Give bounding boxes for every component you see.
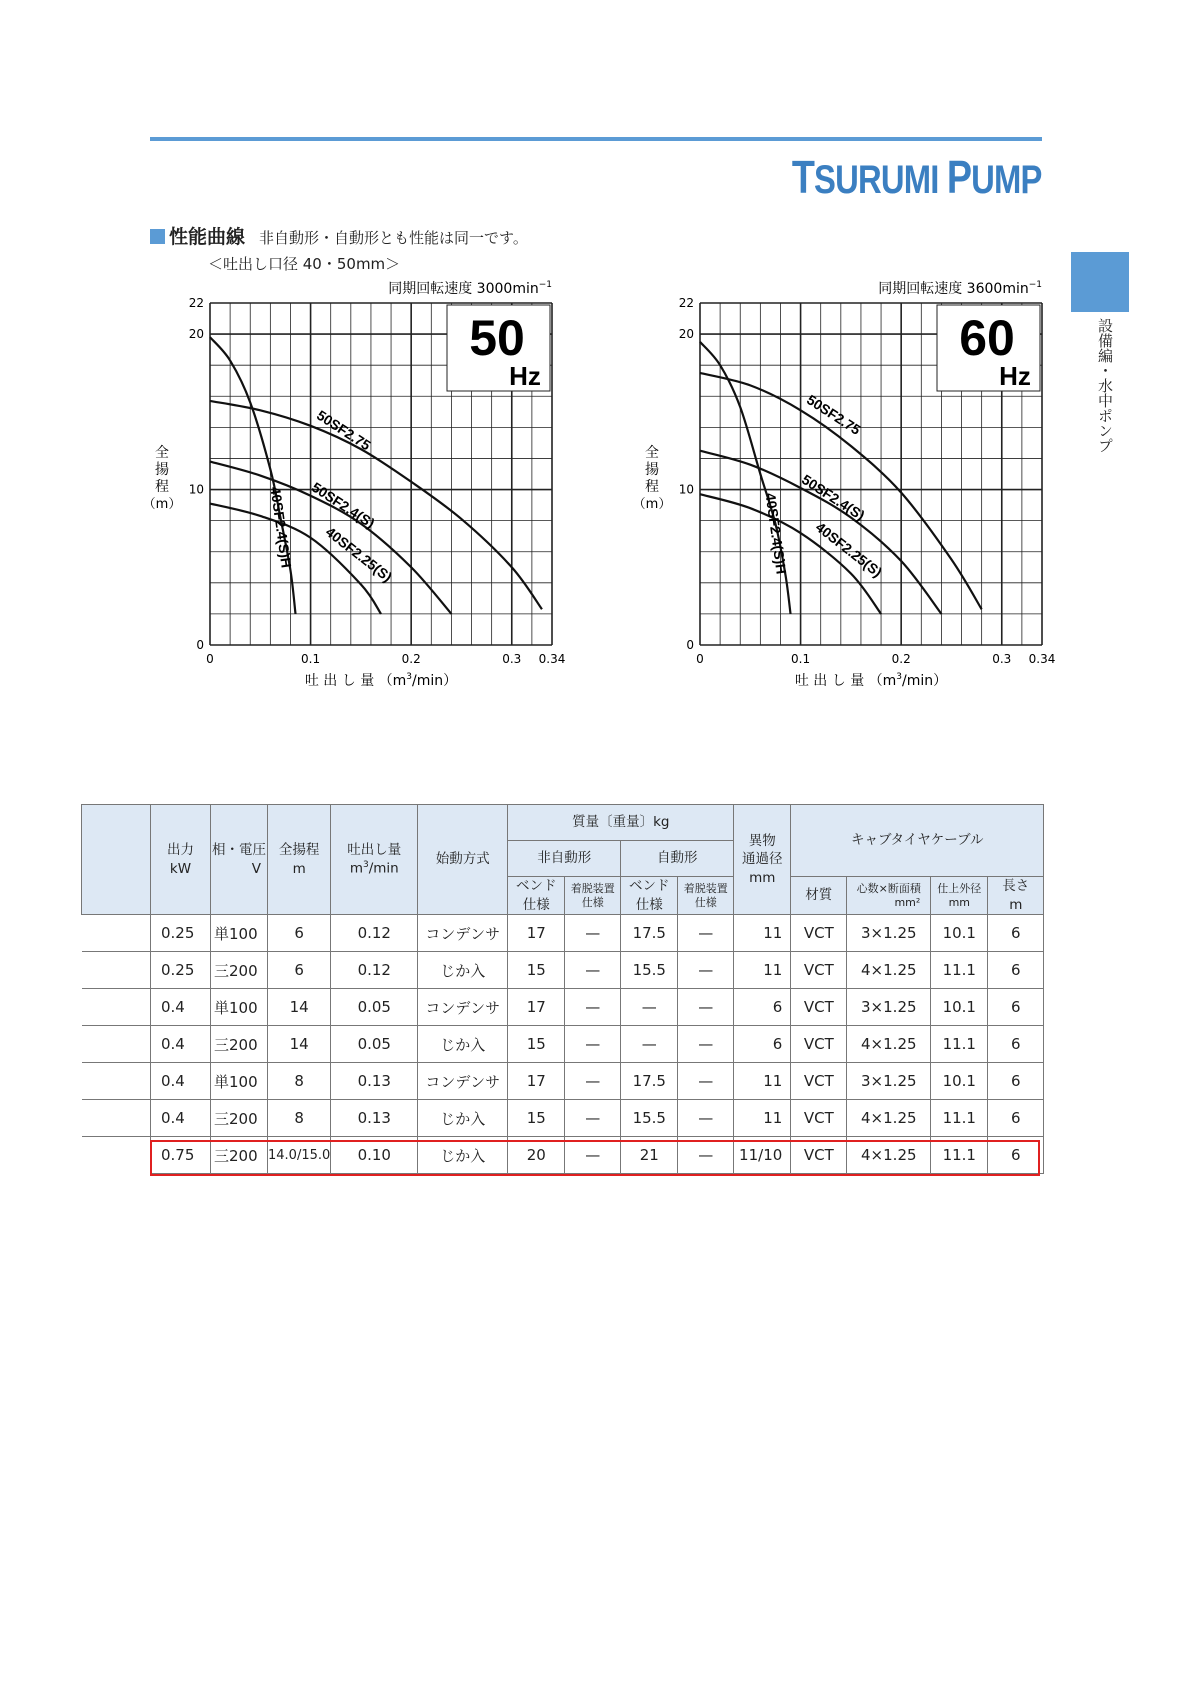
- x-tick-label: 0.3: [992, 652, 1012, 666]
- cell-head: 14: [268, 989, 331, 1026]
- cell-pv: 三200: [211, 1100, 268, 1137]
- performance-chart-60hz: [630, 275, 1090, 695]
- cell-head: 8: [268, 1063, 331, 1100]
- cell-start: じか入: [418, 1026, 508, 1063]
- th-output: 出力 kW: [151, 805, 211, 915]
- cell-head: 14: [268, 1026, 331, 1063]
- cell-cores: 3×1.25: [847, 915, 931, 952]
- th-cores: 心数×断面積 mm²: [847, 877, 931, 915]
- th-na-detach: 着脱装置 仕様: [565, 877, 621, 915]
- header-rule: [150, 137, 1042, 141]
- cell-cores: 3×1.25: [847, 989, 931, 1026]
- th-head: 全揚程 m: [268, 805, 331, 915]
- cell-mat: VCT: [791, 1137, 847, 1174]
- cell-a-det: —: [678, 1063, 734, 1100]
- th-foreign: 異物 通過径 mm: [734, 805, 791, 915]
- cell-od: 10.1: [931, 989, 988, 1026]
- cell-a-bend: 15.5: [621, 1100, 678, 1137]
- cell-mat: VCT: [791, 915, 847, 952]
- cell-start: コンデンサ: [418, 915, 508, 952]
- x-tick-label: 0.34: [1028, 652, 1056, 666]
- cell-na-det: —: [565, 1100, 621, 1137]
- cell-a-bend: —: [621, 989, 678, 1026]
- blank-header: [82, 805, 151, 915]
- cell-mat: VCT: [791, 1100, 847, 1137]
- series-label: 40SF2.4(S)H: [267, 485, 295, 569]
- cell-na-bend: 17: [508, 1063, 565, 1100]
- cell-od: 11.1: [931, 1100, 988, 1137]
- cell-q: 0.05: [331, 1026, 418, 1063]
- th-start: 始動方式: [418, 805, 508, 915]
- cell-q: 0.12: [331, 952, 418, 989]
- cell-kw: 0.4: [151, 989, 211, 1026]
- cell-foreign: 11: [734, 1100, 791, 1137]
- cell-na-det: —: [565, 915, 621, 952]
- cell-pv: 単100: [211, 989, 268, 1026]
- table-row: [82, 1100, 1044, 1137]
- x-axis-label: 吐 出 し 量 $(m^3/\min)$: [794, 672, 948, 689]
- cell-len: 6: [988, 1100, 1044, 1137]
- cell-kw: 0.25: [151, 952, 211, 989]
- cell-pv: 単100: [211, 915, 268, 952]
- th-cable: キャブタイヤケーブル: [791, 805, 1044, 877]
- cell-start: じか入: [418, 1100, 508, 1137]
- x-tick-label: 0.3: [502, 652, 522, 666]
- th-material: 材質: [791, 877, 847, 915]
- y-tick-label: 22: [188, 296, 204, 310]
- cell-pv: 三200: [211, 952, 268, 989]
- freq-label: 50: [469, 310, 525, 366]
- x-tick-label: 0.1: [301, 652, 321, 666]
- th-mass: 質量〔重量〕kg: [508, 805, 734, 841]
- cell-cores: 4×1.25: [847, 1137, 931, 1174]
- cell-q: 0.13: [331, 1100, 418, 1137]
- hz-label: Hz: [509, 361, 541, 391]
- cell-na-bend: 17: [508, 915, 565, 952]
- square-bullet-icon: [150, 229, 165, 244]
- cell-kw: 0.4: [151, 1100, 211, 1137]
- cell-na-det: —: [565, 952, 621, 989]
- cell-na-det: —: [565, 1063, 621, 1100]
- x-tick-label: 0.2: [401, 652, 421, 666]
- cell-head: 6: [268, 915, 331, 952]
- th-outer: 仕上外径 mm: [931, 877, 988, 915]
- performance-chart-50hz: [140, 275, 600, 695]
- cell-cores: 3×1.25: [847, 1063, 931, 1100]
- section-subtitle: ＜吐出し口径 40・50mm＞: [208, 255, 401, 273]
- speed-label: 同期回転速度 $3000\min^{-1}$: [388, 280, 552, 297]
- cell-len: 6: [988, 1137, 1044, 1174]
- cell-na-bend: 15: [508, 1026, 565, 1063]
- table-row: [82, 989, 1044, 1026]
- cell-od: 10.1: [931, 915, 988, 952]
- series-label: 40SF2.25(S): [812, 518, 886, 581]
- cell-a-bend: 17.5: [621, 1063, 678, 1100]
- cell-foreign: 11/10: [734, 1137, 791, 1174]
- cell-a-det: —: [678, 1026, 734, 1063]
- row-blank-cell: [82, 1026, 151, 1063]
- cell-mat: VCT: [791, 1026, 847, 1063]
- cell-start: じか入: [418, 1137, 508, 1174]
- y-tick-label: 0: [196, 638, 204, 652]
- x-tick-label: 0: [696, 652, 704, 666]
- cell-kw: 0.4: [151, 1026, 211, 1063]
- th-non-auto: 非自動形: [508, 841, 621, 877]
- cell-a-det: —: [678, 1100, 734, 1137]
- cell-head: 6: [268, 952, 331, 989]
- cell-q: 0.13: [331, 1063, 418, 1100]
- cell-foreign: 11: [734, 952, 791, 989]
- cell-start: コンデンサ: [418, 989, 508, 1026]
- cell-len: 6: [988, 1063, 1044, 1100]
- x-tick-label: 0: [206, 652, 214, 666]
- cell-head: 8: [268, 1100, 331, 1137]
- series-label: 50SF2.75: [803, 391, 864, 438]
- y-tick-label: 10: [678, 482, 694, 497]
- cell-a-det: —: [678, 915, 734, 952]
- series-label: 50SF2.4(S): [308, 478, 378, 532]
- y-axis-label-char: 全: [645, 444, 659, 461]
- table-row: [82, 952, 1044, 989]
- th-discharge: 吐出し量 $m^3/\min$: [331, 805, 418, 915]
- cell-kw: 0.75: [151, 1137, 211, 1174]
- x-tick-label: 0.34: [538, 652, 566, 666]
- row-blank-cell: [82, 1137, 151, 1174]
- y-axis-unit: （m）: [142, 496, 182, 512]
- cell-na-det: —: [565, 1137, 621, 1174]
- cell-q: 0.05: [331, 989, 418, 1026]
- y-tick-label: 0: [686, 638, 694, 652]
- hz-label: Hz: [999, 361, 1031, 391]
- cell-na-bend: 17: [508, 989, 565, 1026]
- cell-foreign: 11: [734, 915, 791, 952]
- cell-cores: 4×1.25: [847, 1026, 931, 1063]
- th-a-bend: ベンド 仕様: [621, 877, 678, 915]
- cell-na-det: —: [565, 1026, 621, 1063]
- cell-a-det: —: [678, 1137, 734, 1174]
- cell-len: 6: [988, 915, 1044, 952]
- cell-od: 11.1: [931, 952, 988, 989]
- row-blank-cell: [82, 1100, 151, 1137]
- cell-a-bend: 21: [621, 1137, 678, 1174]
- section-title: 性能曲線 非自動形・自動形とも性能は同一です。: [150, 222, 528, 249]
- cell-pv: 単100: [211, 1063, 268, 1100]
- row-blank-cell: [82, 952, 151, 989]
- cell-cores: 4×1.25: [847, 952, 931, 989]
- row-blank-cell: [82, 1063, 151, 1100]
- cell-foreign: 6: [734, 1026, 791, 1063]
- x-tick-label: 0.2: [891, 652, 911, 666]
- freq-label: 60: [959, 310, 1015, 366]
- y-axis-label-char: 程: [155, 478, 169, 495]
- table-row: [82, 1063, 1044, 1100]
- brand-logo: TSURUMI PUMP: [792, 151, 1042, 203]
- spec-table: [81, 804, 1044, 1174]
- cell-mat: VCT: [791, 1063, 847, 1100]
- cell-pv: 三200: [211, 1137, 268, 1174]
- y-tick-label: 20: [188, 327, 204, 342]
- y-tick-label: 22: [678, 296, 694, 310]
- cell-mat: VCT: [791, 989, 847, 1026]
- table-row: [82, 1137, 1044, 1174]
- y-tick-label: 10: [188, 482, 204, 497]
- speed-label: 同期回転速度 $3600\min^{-1}$: [878, 280, 1042, 297]
- cell-foreign: 11: [734, 1063, 791, 1100]
- cell-na-bend: 20: [508, 1137, 565, 1174]
- th-a-detach: 着脱装置 仕様: [678, 877, 734, 915]
- cell-cores: 4×1.25: [847, 1100, 931, 1137]
- series-label: 50SF2.4(S): [798, 471, 868, 524]
- row-blank-cell: [82, 915, 151, 952]
- cell-od: 11.1: [931, 1137, 988, 1174]
- cell-len: 6: [988, 989, 1044, 1026]
- row-blank-cell: [82, 989, 151, 1026]
- side-tab-label: 設備編・水中ポンプ: [1096, 318, 1114, 453]
- th-na-bend: ベンド 仕様: [508, 877, 565, 915]
- series-label: 40SF2.4(S)H: [762, 491, 790, 576]
- cell-len: 6: [988, 952, 1044, 989]
- y-axis-label-char: 程: [645, 478, 659, 495]
- y-tick-label: 20: [678, 327, 694, 342]
- y-axis-label-char: 全: [155, 444, 169, 461]
- series-line-3: [210, 337, 296, 614]
- x-axis-label: 吐 出 し 量 $(m^3/\min)$: [304, 672, 458, 689]
- th-length: 長さ m: [988, 877, 1044, 915]
- series-label: 40SF2.25(S): [322, 523, 396, 585]
- section-note: 非自動形・自動形とも性能は同一です。: [259, 229, 528, 247]
- cell-a-bend: 17.5: [621, 915, 678, 952]
- x-tick-label: 0.1: [791, 652, 811, 666]
- chart-svg-50hz: [140, 275, 600, 695]
- cell-mat: VCT: [791, 952, 847, 989]
- cell-q: 0.12: [331, 915, 418, 952]
- y-axis-label-char: 揚: [155, 461, 169, 478]
- y-axis-label-char: 揚: [645, 461, 659, 478]
- cell-head: 14.0/15.0: [268, 1137, 331, 1174]
- cell-q: 0.10: [331, 1137, 418, 1174]
- th-phase-voltage: 相・電圧 V: [211, 805, 268, 915]
- cell-len: 6: [988, 1026, 1044, 1063]
- cell-od: 10.1: [931, 1063, 988, 1100]
- table-row: [82, 915, 1044, 952]
- cell-foreign: 6: [734, 989, 791, 1026]
- cell-a-bend: —: [621, 1026, 678, 1063]
- cell-start: コンデンサ: [418, 1063, 508, 1100]
- cell-kw: 0.4: [151, 1063, 211, 1100]
- chart-svg-60hz: [630, 275, 1090, 695]
- cell-a-det: —: [678, 989, 734, 1026]
- cell-a-det: —: [678, 952, 734, 989]
- series-label: 50SF2.75: [313, 406, 374, 454]
- cell-na-det: —: [565, 989, 621, 1026]
- th-auto: 自動形: [621, 841, 734, 877]
- cell-start: じか入: [418, 952, 508, 989]
- cell-na-bend: 15: [508, 952, 565, 989]
- cell-od: 11.1: [931, 1026, 988, 1063]
- cell-pv: 三200: [211, 1026, 268, 1063]
- y-axis-unit: （m）: [632, 496, 672, 512]
- table-row: [82, 1026, 1044, 1063]
- cell-na-bend: 15: [508, 1100, 565, 1137]
- cell-kw: 0.25: [151, 915, 211, 952]
- cell-a-bend: 15.5: [621, 952, 678, 989]
